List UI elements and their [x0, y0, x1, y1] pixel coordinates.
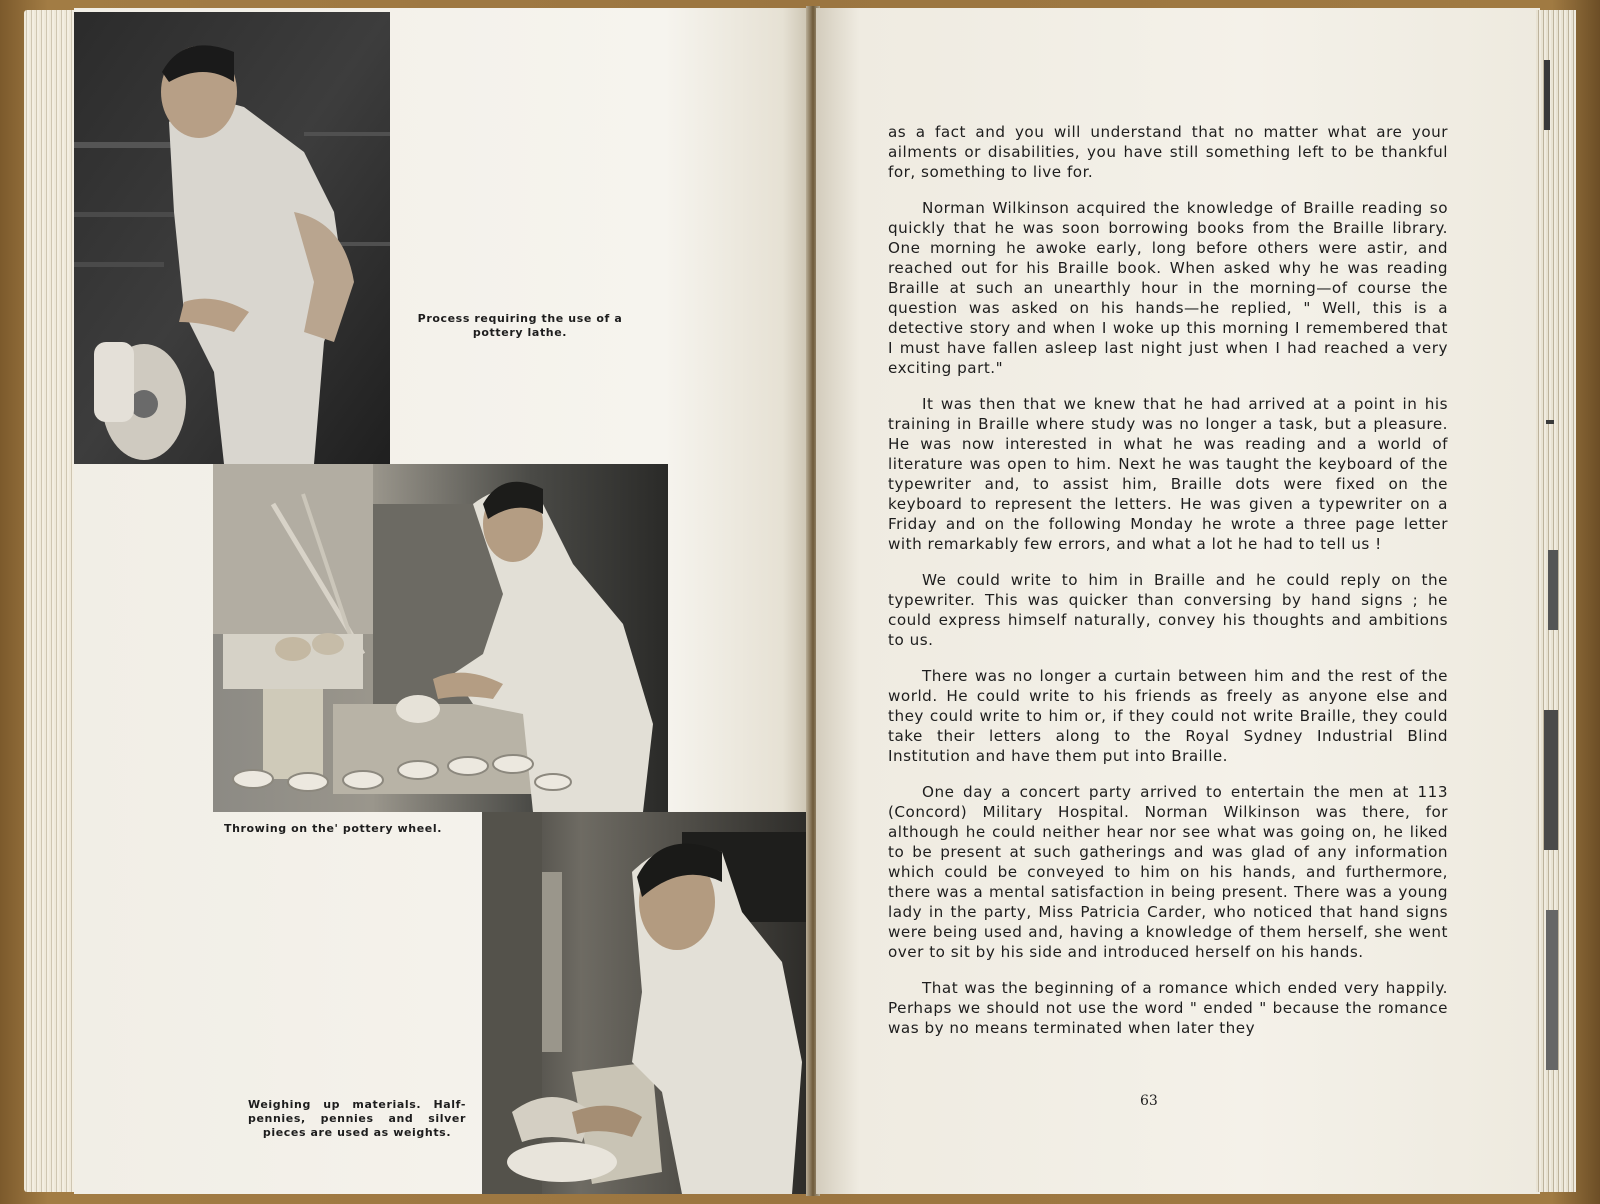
paragraph: It was then that we knew that he had arrived at a point in his training in Braille where study was no longer a task, but a pleasure. He was now interested in what he was reading and a world of literature was open to him. Next he was taught the keyboard of the typewriter and, to assist him, Braille dots were fixed on the keyboard to represent the letters. He was given a typewriter on a Friday and on the following Monday he wrote a three page letter with remarkably few errors, and what a lot he had to tell us !	[888, 395, 1448, 553]
pottery-lathe-caption: Process requiring the use of a pottery lathe.	[417, 312, 623, 339]
paragraph: as a fact and you will understand that no matter what are your ailments or disabilities, you have still something left to be thankful for, something to live for.	[888, 123, 1448, 181]
paragraph: That was the beginning of a romance which ended very happily. Perhaps we should not use the word " ended " because the romance was by no means terminated when later they	[888, 979, 1448, 1037]
paragraph: We could write to him in Braille and he could reply on the typewriter. This was quicker than conversing by hand signs ; he could express himself naturally, convey his thoughts and ambitions to us.	[888, 571, 1448, 649]
paragraph: Norman Wilkinson acquired the knowledge of Braille reading so quickly that he was soon borrowing books from the Braille library. One morning he awoke early, long before others were astir, and reached out for his Braille book. When asked why he was reading Braille at such an unearthly hour in the morning—of course the question was asked on his hands—he replied, " Well, this is a detective story and when I woke up this morning I remembered that I must have fallen asleep last night just when I had reached a very exciting part."	[888, 199, 1448, 377]
pottery-lathe-photo	[74, 12, 390, 464]
left-page-edges	[24, 10, 76, 1192]
right-page-edges	[1536, 10, 1576, 1192]
pottery-wheel-photo	[213, 464, 668, 812]
paragraph: One day a concert party arrived to entertain the men at 113 (Concord) Military Hospital. Norman Wilkinson was there, for although he could neither hear nor see what was going on, he liked to be present at such gatherings and was glad of any information which could be conveyed to him on his hands, and furthermore, there was a mental satisfaction in being present. There was a young lady in the party, Miss Patricia Carder, who noticed that hand signs were being used and, having a knowledge of them herself, she went over to sit by his side and introduced herself on his hands.	[888, 783, 1448, 961]
pottery-wheel-caption: Throwing on the' pottery wheel.	[223, 822, 443, 835]
weighing-materials-caption: Weighing up materials. Half-pennies, pennies and silver pieces are used as weights.	[248, 1098, 466, 1139]
weighing-materials-photo	[482, 812, 812, 1194]
paragraph: There was no longer a curtain between him and the rest of the world. He could write to his friends as freely as anyone else and they could write to him or, if they could not write Braille, they could take their letters along to the Royal Sydney Industrial Blind Institution and have them put into Braille.	[888, 667, 1448, 765]
body-text	[888, 122, 1448, 1054]
page-number: 63	[1140, 1093, 1158, 1109]
